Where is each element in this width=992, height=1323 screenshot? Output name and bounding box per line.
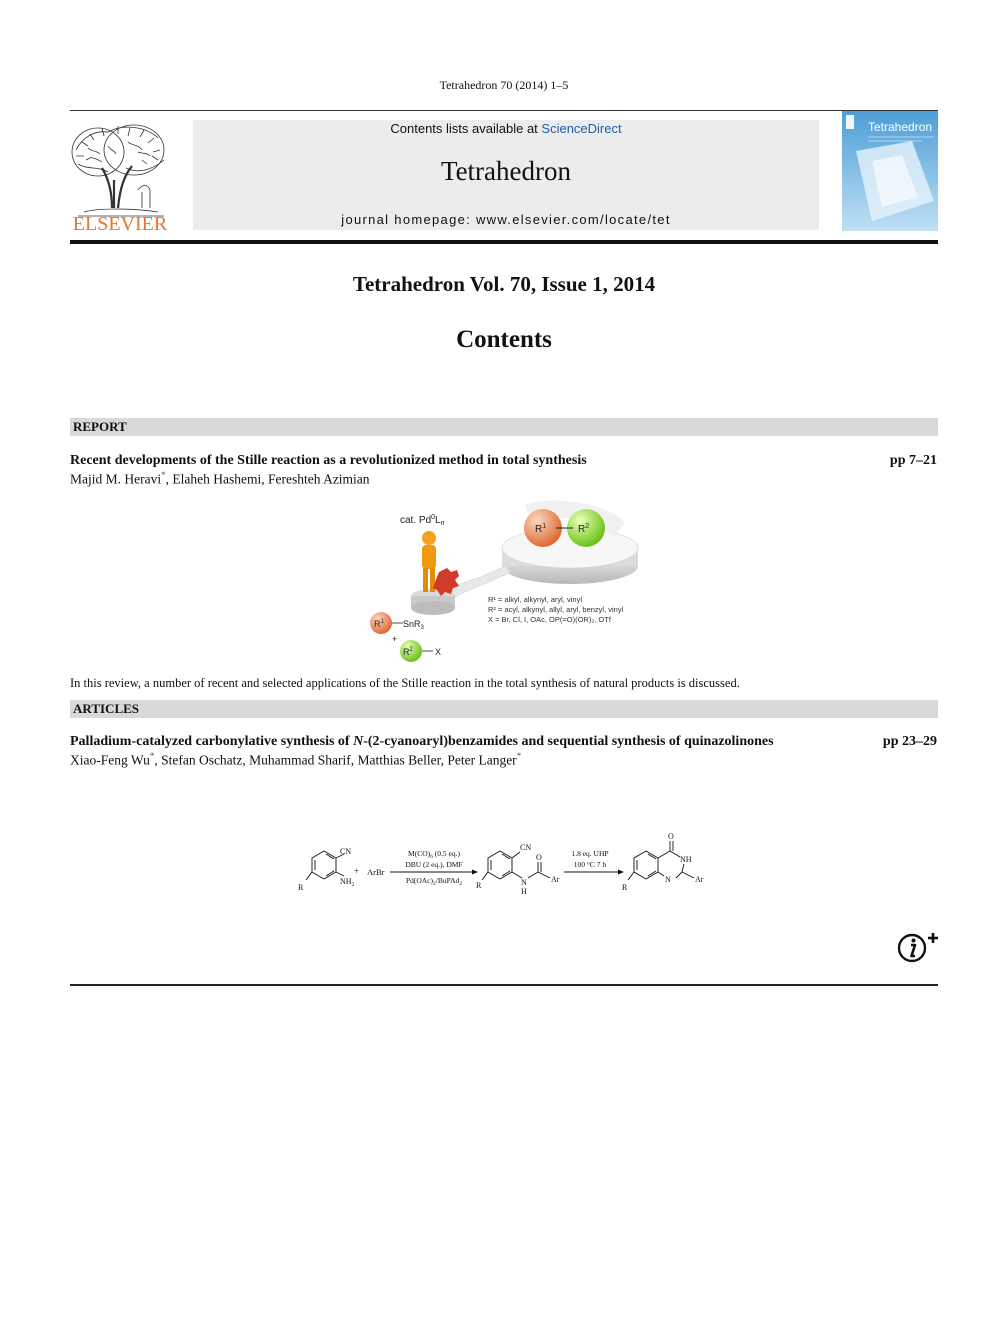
- contents-heading: Contents: [456, 326, 552, 353]
- svg-text:100 °C 7 h: 100 °C 7 h: [573, 860, 607, 869]
- tree-engraving: [72, 125, 164, 216]
- author-heravi: Majid M. Heravi: [70, 471, 162, 487]
- svg-text:R: R: [298, 883, 304, 892]
- svg-text:N: N: [665, 875, 671, 884]
- r1-definition: R¹ = alkyl, alkynyl, aryl, vinyl: [488, 595, 582, 604]
- contents-prefix: Contents lists available at: [390, 121, 542, 136]
- section-header-report: REPORT: [70, 418, 938, 436]
- author-wu: Xiao-Feng Wu: [70, 752, 150, 768]
- svg-text:R2: $R^2$: [403, 647, 413, 657]
- plus-sign: +: [392, 634, 398, 644]
- quinazolinone-reaction-scheme: [290, 830, 720, 900]
- svg-text:Pd(OAc)2/BuPAd2: $Pd(OAc)_2/BuPAd_2$: [405, 876, 463, 887]
- journal-homepage: journal homepage: www.elsevier.com/locate/tet: [341, 212, 671, 227]
- reagent-r2-x: [400, 640, 441, 662]
- co-authors: , Elaheh Hashemi, Fereshteh Azimian: [165, 471, 370, 487]
- stille-graphical-abstract: [365, 496, 645, 666]
- svg-text:CN: CN: [340, 847, 352, 856]
- masthead-rule: [70, 240, 938, 244]
- co-authors: , Stefan Oschatz, Muhammad Sharif, Matthias Beller, Peter Langer: [154, 752, 517, 768]
- publisher-name: ELSEVIER: [72, 213, 168, 232]
- svg-text:CN: CN: [520, 843, 532, 852]
- section-header-articles: ARTICLES: [70, 700, 938, 718]
- supplementary-info-icon[interactable]: [896, 930, 940, 964]
- journal-name: Tetrahedron: [440, 156, 572, 186]
- journal-masthead: [193, 120, 819, 230]
- svg-text:DBU (2 eq.), DMF: DBU (2 eq.), DMF: [405, 860, 463, 869]
- contents-availability: [193, 121, 819, 136]
- article2-title[interactable]: Palladium-catalyzed carbonylative synthesis of N-(2-cyanoaryl)benzamides and sequential synthesis of quinazolinones: [70, 734, 774, 749]
- aminobenzonitrile: [306, 851, 344, 880]
- report-abstract: In this review, a number of recent and selected applications of the Stille reaction in the total synthesis of natural products is discussed.: [70, 676, 740, 690]
- svg-text:NH: NH: [680, 855, 692, 864]
- header-rule: [70, 110, 938, 111]
- svg-text:Ar: Ar: [551, 875, 560, 884]
- svg-text:R: R: [476, 881, 482, 890]
- report-article-authors: [70, 470, 370, 488]
- reagent-r1-snr3: [370, 612, 425, 634]
- svg-text:N: N: [521, 878, 527, 887]
- svg-text:O: O: [536, 853, 542, 862]
- x-definition: X = Br, Cl, I, OAc, OP(=O)(OR)₂, OTf: [488, 615, 611, 624]
- article2-authors: [70, 751, 521, 769]
- svg-text:Ar: Ar: [695, 875, 704, 884]
- svg-text:H: H: [521, 887, 527, 896]
- svg-text:M(CO)6 (0.5 eq.): $M(CO)_6$ (0.5 eq.): [408, 849, 460, 860]
- reaction-arrow-1: [390, 870, 478, 875]
- corresponding-author-mark[interactable]: *: [149, 751, 155, 761]
- svg-text:R1: $R^1$: [535, 523, 547, 535]
- catalyst-label: cat. $Pd^0L_n$: [400, 514, 445, 527]
- volume-title: Tetrahedron Vol. 70, Issue 1, 2014: [352, 272, 656, 296]
- journal-cover-image: [842, 111, 938, 231]
- svg-text:R2: $R^2$: [578, 523, 590, 535]
- report-article-pages: pp 7–21: [889, 453, 937, 468]
- svg-text:SnR3: SnR$_3$: [403, 619, 424, 631]
- svg-text:R1: $R^1$: [374, 619, 384, 629]
- r2-definition: R² = acyl, alkynyl, allyl, aryl, benzyl, vinyl: [488, 605, 624, 614]
- reaction-arrow-2: [564, 870, 624, 875]
- elsevier-logo: [68, 120, 172, 232]
- article2-pages: pp 23–29: [882, 734, 937, 749]
- corresponding-author-mark-2[interactable]: *: [516, 751, 522, 761]
- svg-text:O: O: [668, 832, 674, 841]
- footer-rule: [70, 984, 938, 986]
- figure-carrying-puzzle: [422, 531, 459, 596]
- svg-text:R: R: [622, 883, 628, 892]
- svg-text:X: X: [435, 647, 442, 657]
- running-head: Tetrahedron 70 (2014) 1–5: [439, 78, 569, 92]
- cover-title: Tetrahedron: [868, 120, 933, 134]
- corresponding-author-mark[interactable]: *: [161, 470, 166, 480]
- svg-text:ArBr: ArBr: [367, 867, 385, 877]
- svg-text:NH2: $NH_2$: [340, 877, 355, 888]
- sciencedirect-link[interactable]: ScienceDirect: [541, 121, 622, 136]
- svg-text:1.8 eq. UHP: 1.8 eq. UHP: [571, 849, 609, 858]
- report-article-title[interactable]: Recent developments of the Stille reaction as a revolutionized method in total synthesis: [70, 453, 587, 468]
- svg-text:+: +: [354, 866, 360, 876]
